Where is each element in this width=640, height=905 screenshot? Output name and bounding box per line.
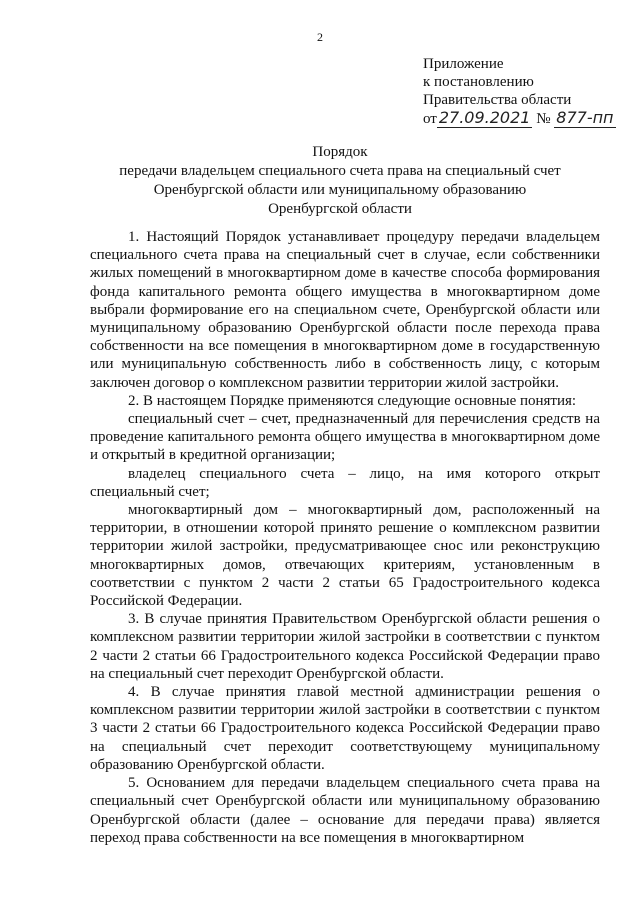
from-label: от: [423, 111, 437, 127]
handwritten-number: 877-пп: [556, 108, 614, 127]
title-line: Порядок: [312, 144, 368, 160]
number-label: №: [536, 111, 551, 127]
paragraph: 2. В настоящем Порядке применяются следующие основные понятия:: [128, 392, 577, 409]
handwritten-date: 27.09.2021: [438, 108, 531, 127]
appendix-line: Приложение: [423, 56, 504, 72]
title-line: Оренбургской области: [268, 201, 412, 217]
appendix-line: к постановлению: [423, 74, 534, 90]
paragraph: 4. В случае принятия главой местной администрации решения о комплексном развитии территории жилой застройки в соответствии с пунктом 3 части 2 статьи 66 Градостроительного кодекса Российской Федерации право на специальный счет переходит соответствующему муниципальному образованию Оренбургской области.: [90, 684, 600, 773]
page-number: 2: [317, 30, 323, 44]
title-line: Оренбургской области или муниципальному образованию: [153, 182, 527, 198]
title-line: передачи владельцем специального счета права на специальный счет: [119, 163, 561, 179]
paragraph: многоквартирный дом – многоквартирный дом, расположенный на территории, в отношении которой принято решение о комплексном развитии территории жилой застройки, предусматривающее снос или реконструкцию многоквартирных домов, отвечающих критериям, установленным в соответствии с пунктом 2 части 2 статьи 65 Градостроительного кодекса Российской Федерации.: [90, 502, 600, 610]
appendix-block: [423, 55, 616, 128]
document-body: [90, 228, 600, 847]
document-title: [60, 143, 620, 219]
paragraph: специальный счет – счет, предназначенный для перечисления средств на проведение капитального ремонта общего имущества в многоквартирном доме и открытый в кредитной организации;: [90, 411, 600, 464]
appendix-date-line: [423, 109, 616, 128]
paragraph: владелец специального счета – лицо, на имя которого открыт специальный счет;: [90, 465, 600, 500]
appendix-line: Правительства области: [423, 92, 572, 108]
paragraph: 1. Настоящий Порядок устанавливает процедуру передачи владельцем специального счета права на специальный счет в случае, если собственники жилых помещений в многоквартирном доме в качестве способа формирования фонда капитального ремонта общего имущества в многоквартирном доме выбрали формирование его на специальном счете, Оренбургской области или муниципальному образованию Оренбургской области после перехода права собственности на все помещения в многоквартирном доме в государственную или муниципальную собственность либо в собственность лицу, с которым заключен договор о комплексном развитии территории жилой застройки.: [90, 229, 600, 391]
paragraph: 5. Основанием для передачи владельцем специального счета права на специальный счет Оренбургской области или муниципальному образованию Оренбургской области (далее – основание для передачи права) является переход права собственности на все помещения в многоквартирном: [90, 775, 600, 846]
paragraph: 3. В случае принятия Правительством Оренбургской области решения о комплексном развитии территории жилой застройки в соответствии с пунктом 2 части 2 статьи 66 Градостроительного кодекса Российской Федерации право на специальный счет переходит Оренбургской области.: [90, 611, 600, 682]
